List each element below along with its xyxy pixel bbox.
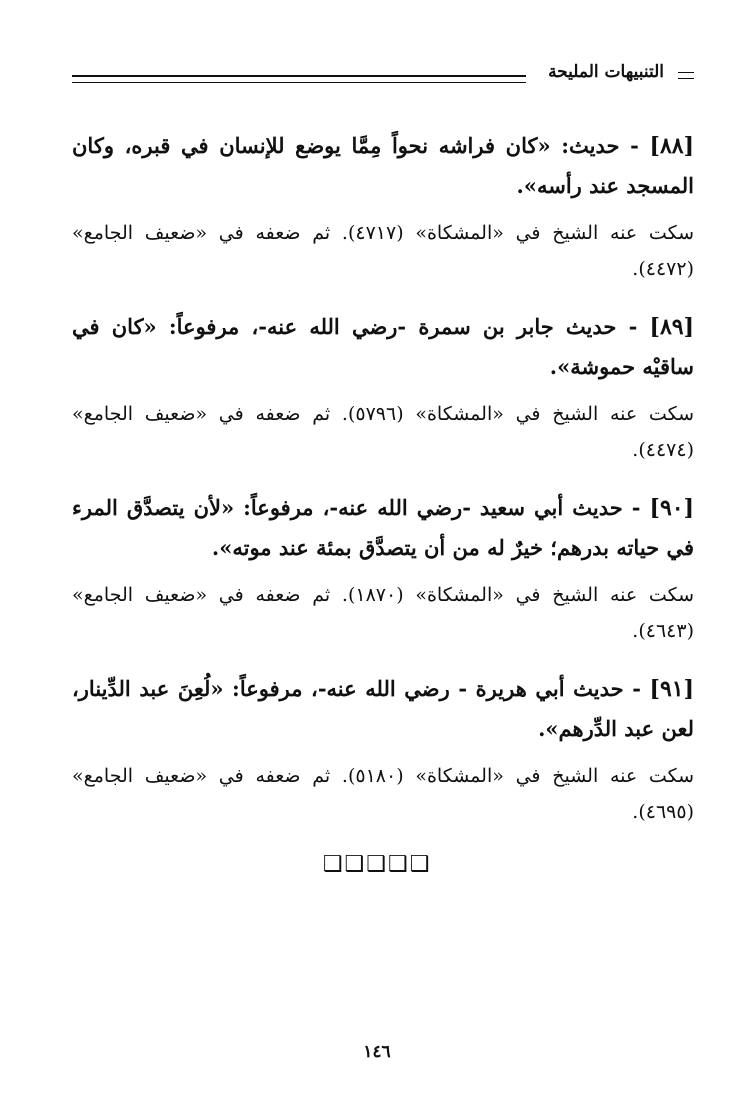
hadith-text xyxy=(72,126,694,205)
hadith-body: - حديث جابر بن سمرة -رضي الله عنه-، مرفوعاً: «كان في ساقيْه حموشة». xyxy=(72,314,694,379)
hadith-number: [٨٨] xyxy=(649,133,694,159)
header-ornament xyxy=(678,72,694,79)
hadith-number: [٨٩] xyxy=(649,314,694,340)
page-body xyxy=(72,126,694,830)
page-number: ١٤٦ xyxy=(363,1042,391,1062)
hadith-body: - حديث أبي هريرة - رضي الله عنه-، مرفوعاً: «لُعِنَ عبد الدِّينار، لعن عبد الدِّرهم». xyxy=(72,676,694,741)
hadith-entry-89 xyxy=(72,307,694,468)
hadith-entry-91 xyxy=(72,669,694,830)
hadith-comment: سكت عنه الشيخ في «المشكاة» (٥٧٩٦). ثم ضعفه في «ضعيف الجامع» (٤٤٧٤). xyxy=(72,403,694,461)
header-rule xyxy=(72,75,526,83)
hadith-entry-88 xyxy=(72,126,694,287)
hadith-text xyxy=(72,669,694,748)
section-end-mark: ❑❑❑❑❑ xyxy=(322,852,432,877)
hadith-body: - حديث: «كان فراشه نحواً مِمَّا يوضع للإنسان في قبره، وكان المسجد عند رأسه». xyxy=(72,133,694,198)
page-header xyxy=(72,58,694,94)
hadith-comment: سكت عنه الشيخ في «المشكاة» (٥١٨٠). ثم ضعفه في «ضعيف الجامع» (٤٦٩٥). xyxy=(72,765,694,823)
hadith-body: - حديث أبي سعيد -رضي الله عنه-، مرفوعاً: «لأن يتصدَّق المرء في حياته بدرهم؛ خيرٌ له من أن يتصدَّق بمئة عند موته». xyxy=(72,495,694,560)
hadith-number: [٩١] xyxy=(649,676,694,702)
hadith-entry-90 xyxy=(72,488,694,649)
hadith-text xyxy=(72,488,694,567)
hadith-comment: سكت عنه الشيخ في «المشكاة» (٤٧١٧). ثم ضعفه في «ضعيف الجامع» (٤٤٧٢). xyxy=(72,222,694,280)
hadith-comment: سكت عنه الشيخ في «المشكاة» (١٨٧٠). ثم ضعفه في «ضعيف الجامع» (٤٦٤٣). xyxy=(72,584,694,642)
running-title: التنبيهات المليحة xyxy=(542,62,670,82)
hadith-text xyxy=(72,307,694,386)
hadith-number: [٩٠] xyxy=(649,495,694,521)
